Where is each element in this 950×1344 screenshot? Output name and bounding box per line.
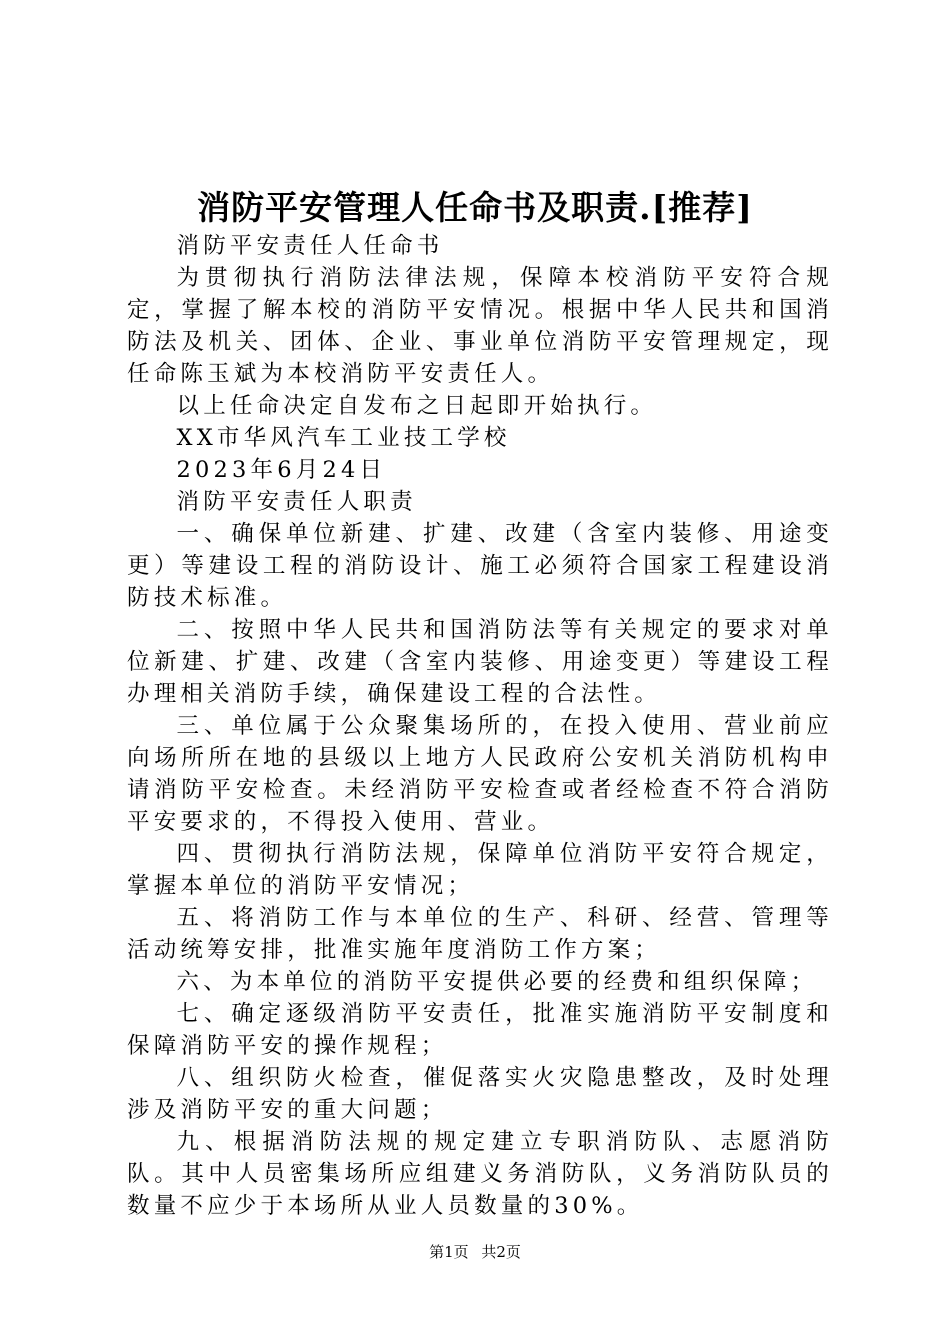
page-number: 第1页 xyxy=(429,1243,469,1261)
paragraph-appointment-text: 为贯彻执行消防法律法规，保障本校消防平安符合规定，掌握了解本校的消防平安情况。根据中华人民共和国消防法及机关、团体、企业、事业单位消防平安管理规定，现任命陈玉斌为本校消防平安责任人。 xyxy=(127,265,833,387)
paragraph-duty-9: 九、根据消防法规的规定建立专职消防队、志愿消防队。其中人员密集场所应组建义务消防队，义务消防队员的数量不应少于本场所从业人员数量的30%。 xyxy=(127,1129,833,1219)
paragraph-duties-heading: 消防平安责任人职责 xyxy=(176,489,417,515)
document-body xyxy=(127,230,833,1222)
paragraph-school-name: XX市华风汽车工业技工学校 xyxy=(176,425,511,451)
paragraph-appointment-heading: 消防平安责任人任命书 xyxy=(176,233,444,259)
paragraph-duty-8: 八、组织防火检查，催促落实火灾隐患整改，及时处理涉及消防平安的重大问题； xyxy=(127,1065,833,1123)
page-total: 共2页 xyxy=(481,1243,521,1261)
paragraph-duty-3: 三、单位属于公众聚集场所的，在投入使用、营业前应向场所所在地的县级以上地方人民政府公安机关消防机构申请消防平安检查。未经消防平安检查或者经检查不符合消防平安要求的，不得投入使用、营业。 xyxy=(127,713,833,835)
page-footer xyxy=(0,1240,950,1264)
paragraph-duty-6: 六、为本单位的消防平安提供必要的经费和组织保障； xyxy=(176,969,818,995)
paragraph-date: 2023年6月24日 xyxy=(176,457,387,483)
paragraph-duty-7: 七、确定逐级消防平安责任，批准实施消防平安制度和保障消防平安的操作规程； xyxy=(127,1001,833,1059)
paragraph-duty-4: 四、贯彻执行消防法规，保障单位消防平安符合规定，掌握本单位的消防平安情况； xyxy=(127,841,833,899)
paragraph-duty-1: 一、确保单位新建、扩建、改建（含室内装修、用途变更）等建设工程的消防设计、施工必须符合国家工程建设消防技术标准。 xyxy=(127,521,833,611)
paragraph-duty-5: 五、将消防工作与本单位的生产、科研、经营、管理等活动统筹安排，批准实施年度消防工作方案； xyxy=(127,905,833,963)
paragraph-effective-date-note: 以上任命决定自发布之日起即开始执行。 xyxy=(176,393,658,419)
paragraph-duty-2: 二、按照中华人民共和国消防法等有关规定的要求对单位新建、扩建、改建（含室内装修、用途变更）等建设工程办理相关消防手续，确保建设工程的合法性。 xyxy=(127,617,833,707)
document-title: 消防平安管理人任命书及职责.[推荐] xyxy=(197,188,753,227)
